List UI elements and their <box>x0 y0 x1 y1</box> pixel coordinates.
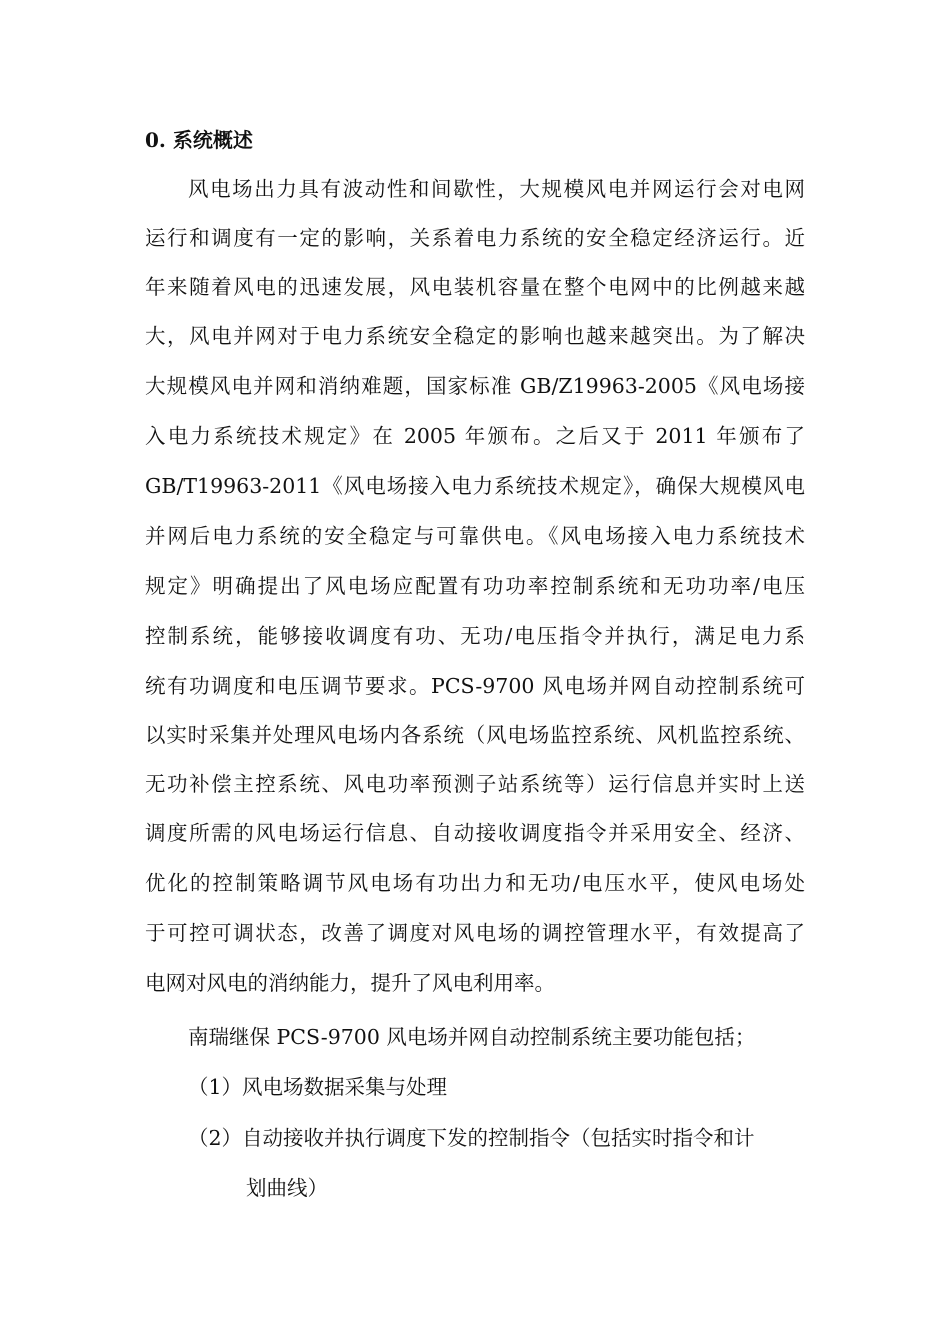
paragraph-line: 控制系统，能够接收调度有功、无功/电压指令并执行，满足电力系 <box>145 624 805 648</box>
item-marker: （2） <box>188 1126 243 1150</box>
item-text: 自动接收并执行调度下发的控制指令（包括实时指令和计 <box>242 1126 755 1150</box>
paragraph-line: 于可控可调状态，改善了调度对风电场的调控管理水平，有效提高了 <box>145 921 805 945</box>
functions-intro: 南瑞继保 PCS-9700 风电场并网自动控制系统主要功能包括； <box>188 1025 756 1049</box>
function-item-2-continuation: 划曲线） <box>246 1176 328 1200</box>
paragraph-line: 运行和调度有一定的影响，关系着电力系统的安全稳定经济运行。近 <box>145 226 805 250</box>
paragraph-line: GB/T19963-2011《风电场接入电力系统技术规定》，确保大规模风电 <box>145 474 805 498</box>
paragraph-line: 并网后电力系统的安全稳定与可靠供电。《风电场接入电力系统技术 <box>145 524 805 548</box>
function-item-2 <box>188 1122 805 1154</box>
paragraph-line: 优化的控制策略调节风电场有功出力和无功/电压水平，使风电场处 <box>145 871 805 895</box>
item-text: 风电场数据采集与处理 <box>242 1075 448 1099</box>
paragraph-line: 以实时采集并处理风电场内各系统（风电场监控系统、风机监控系统、 <box>145 723 805 747</box>
paragraph-line: 统有功调度和电压调节要求。PCS-9700 风电场并网自动控制系统可 <box>145 674 805 698</box>
paragraph-line: 大，风电并网对于电力系统安全稳定的影响也越来越突出。为了解决 <box>145 324 805 348</box>
paragraph-line: 大规模风电并网和消纳难题，国家标准 GB/Z19963-2005《风电场接 <box>145 374 805 398</box>
paragraph-line: 入电力系统技术规定》在 2005 年颁布。之后又于 2011 年颁布了 <box>145 424 805 448</box>
item-marker: （1） <box>188 1075 243 1099</box>
paragraph-line: 规定》明确提出了风电场应配置有功功率控制系统和无功功率/电压 <box>145 574 805 598</box>
section-heading: 0. 系统概述 <box>145 128 253 152</box>
paragraph-line: 年来随着风电的迅速发展，风电装机容量在整个电网中的比例越来越 <box>145 275 805 299</box>
paragraph-line: 调度所需的风电场运行信息、自动接收调度指令并采用安全、经济、 <box>145 821 805 845</box>
paragraph-line: 无功补偿主控系统、风电功率预测子站系统等）运行信息并实时上送 <box>145 772 805 796</box>
paragraph-line: 风电场出力具有波动性和间歇性，大规模风电并网运行会对电网 <box>188 177 805 201</box>
function-item-1 <box>188 1071 805 1103</box>
paragraph-line: 电网对风电的消纳能力，提升了风电利用率。 <box>145 971 555 995</box>
